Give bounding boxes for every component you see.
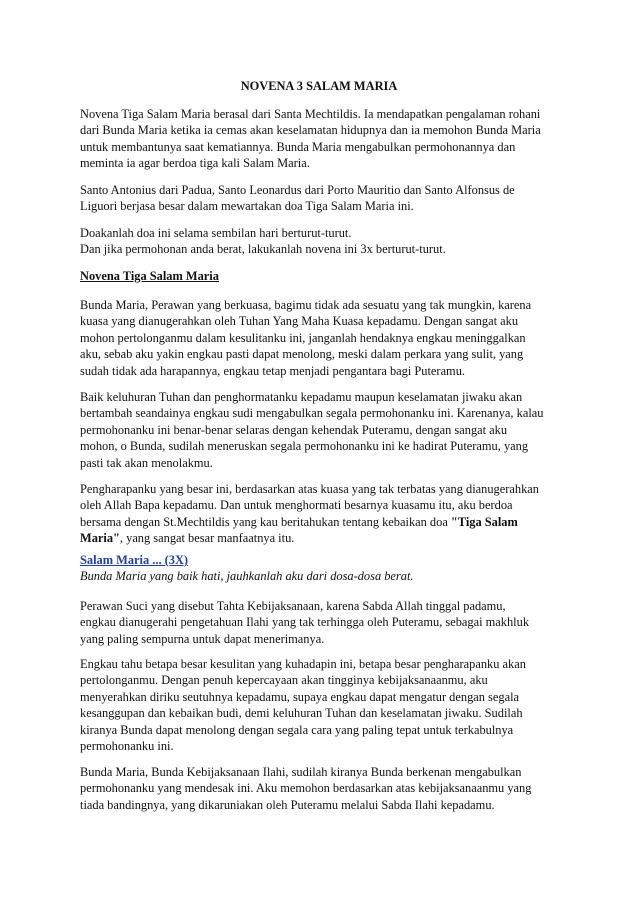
text-line: oleh Allah Bapa kepadamu. Dan untuk menghormati besarnya kuasamu itu, aku berdoa xyxy=(80,498,513,513)
section-heading-block xyxy=(80,268,570,284)
page-title: NOVENA 3 SALAM MARIA xyxy=(240,79,398,93)
text-line: meminta ia agar berdoa tiga kali Salam Maria. xyxy=(80,156,310,171)
text-line: untuk membantunya saat kematiannya. Bunda Maria mengabulkan permohonannya dan xyxy=(80,139,516,154)
text-line xyxy=(80,530,570,546)
bold-text: Maria" xyxy=(80,531,120,546)
italic-text: Bunda Maria yang baik hati, jauhkanlah aku dari dosa-dosa berat. xyxy=(80,569,414,584)
text-line: tiada bandingnya, yang dikaruniakan oleh Puteramu melalui Sabda Ilahi kepadamu. xyxy=(80,797,495,812)
text-line: Doakanlah doa ini selama sembilan hari berturut-turut. xyxy=(80,226,352,240)
text-line: mohon, o Bunda, sudilah meneruskan segala permohonanku ini ke hadirat Puteramu, yang xyxy=(80,439,529,454)
text-line: Perawan Suci yang disebut Tahta Kebijaksanaan, karena Sabda Allah tinggal padamu, xyxy=(80,599,506,613)
text-line: Bunda Maria, Perawan yang berkuasa, bagimu tidak ada sesuatu yang tak mungkin, karena xyxy=(80,298,532,312)
prayer-paragraph-5 xyxy=(80,656,570,754)
saints-paragraph xyxy=(80,182,570,215)
instructions-paragraph xyxy=(80,225,570,258)
text-line: sudah tidak ada harapannya, engkau tetap menjadi pengantara bagi Puteramu. xyxy=(80,363,465,378)
text-line: Bunda Maria, Bunda Kebijaksanaan Ilahi, sudilah kiranya Bunda berkenan mengabulkan xyxy=(80,765,522,779)
text-line: pasti tak akan menolakmu. xyxy=(80,455,213,470)
text-line: bertambah seandainya engkau sudi mengabulkan segala permohonanku ini. Karenanya, kalau xyxy=(80,406,544,421)
text-line: permohonanku ini. xyxy=(80,739,174,754)
text-line: pertolonganmu. Dengan penuh kepercayaan akan tingginya kebijaksanaanmu, aku xyxy=(80,673,488,688)
text-line: kiranya Bunda dapat menolong dengan segala cara yang paling tepat untuk terkabulnya xyxy=(80,722,514,737)
intro-paragraph xyxy=(80,106,570,172)
text-line: Engkau tahu betapa besar kesulitan yang kuhadapin ini, betapa besar pengharapanku akan xyxy=(80,657,526,671)
text-segment: , yang sangat besar manfaatnya itu. xyxy=(119,531,295,546)
text-line: engkau dianugerahi pengetahuan Ilahi yang tak terhingga oleh Puteramu, sebagai makhluk xyxy=(80,615,530,630)
salam-maria-block xyxy=(80,552,570,585)
text-line: mohon pertolonganmu dalam kesulitanku ini, janganlah hendaknya engkau meninggalkan xyxy=(80,330,526,345)
text-line: permohonanku ini benar-benar selaras dengan kehendak Puteramu, dengan sangat aku xyxy=(80,422,508,437)
section-heading[interactable]: Novena Tiga Salam Maria xyxy=(80,269,219,283)
text-line: Novena Tiga Salam Maria berasal dari Santa Mechtildis. Ia mendapatkan pengalaman rohani xyxy=(80,107,541,121)
prayer-paragraph-1 xyxy=(80,297,570,379)
prayer-paragraph-6 xyxy=(80,764,570,813)
bold-text: "Tiga Salam xyxy=(450,514,518,529)
text-line: Dan jika permohonan anda berat, lakukanlah novena ini 3x berturut-turut. xyxy=(80,242,446,257)
prayer-paragraph-3 xyxy=(80,481,570,547)
prayer-paragraph-4 xyxy=(80,598,570,647)
text-line: Baik keluhuran Tuhan dan penghormatanku kepadamu maupun keselamatan jiwaku akan xyxy=(80,390,523,404)
text-line: kuasa yang dianugerahkan oleh Tuhan Yang Maha Kuasa kepadamu. Dengan sangat aku xyxy=(80,314,519,329)
text-line: Pengharapanku yang besar ini, berdasarkan atas kuasa yang tak terbatas yang dianugerahkan xyxy=(80,482,539,496)
text-line: aku, sebab aku yakin engkau pasti dapat menolong, meski dalam perkara yang sulit, yang xyxy=(80,347,524,362)
salam-maria-link[interactable]: Salam Maria ... (3X) xyxy=(80,553,189,567)
prayer-paragraph-2 xyxy=(80,389,570,471)
text-line: Santo Antonius dari Padua, Santo Leonardus dari Porto Mauritio dan Santo Alfonsus de xyxy=(80,183,515,197)
text-line: menyerahkan diriku seutuhnya kepadamu, supaya engkau dapat mengatur dengan segala xyxy=(80,689,520,704)
text-line: dari Bunda Maria ketika ia cemas akan keselamatan hidupnya dan ia memohon Bunda Maria xyxy=(80,123,541,138)
text-line: kesanggupan dan kebaikan budi, demi keluhuran Tuhan dan keselamatan jiwaku. Sudilah xyxy=(80,706,523,721)
text-line: yang paling sempurna untuk dapat menerimanya. xyxy=(80,631,325,646)
text-segment: bersama dengan St.Mechtildis yang kau beritahukan tentang kebaikan doa xyxy=(80,514,451,529)
text-line: permohonanku yang mendesak ini. Aku memohon berdasarkan atas kebijaksanaanmu yang xyxy=(80,781,532,796)
text-line: Liguori berjasa besar dalam mewartakan doa Tiga Salam Maria ini. xyxy=(80,199,414,214)
text-line xyxy=(80,514,570,530)
